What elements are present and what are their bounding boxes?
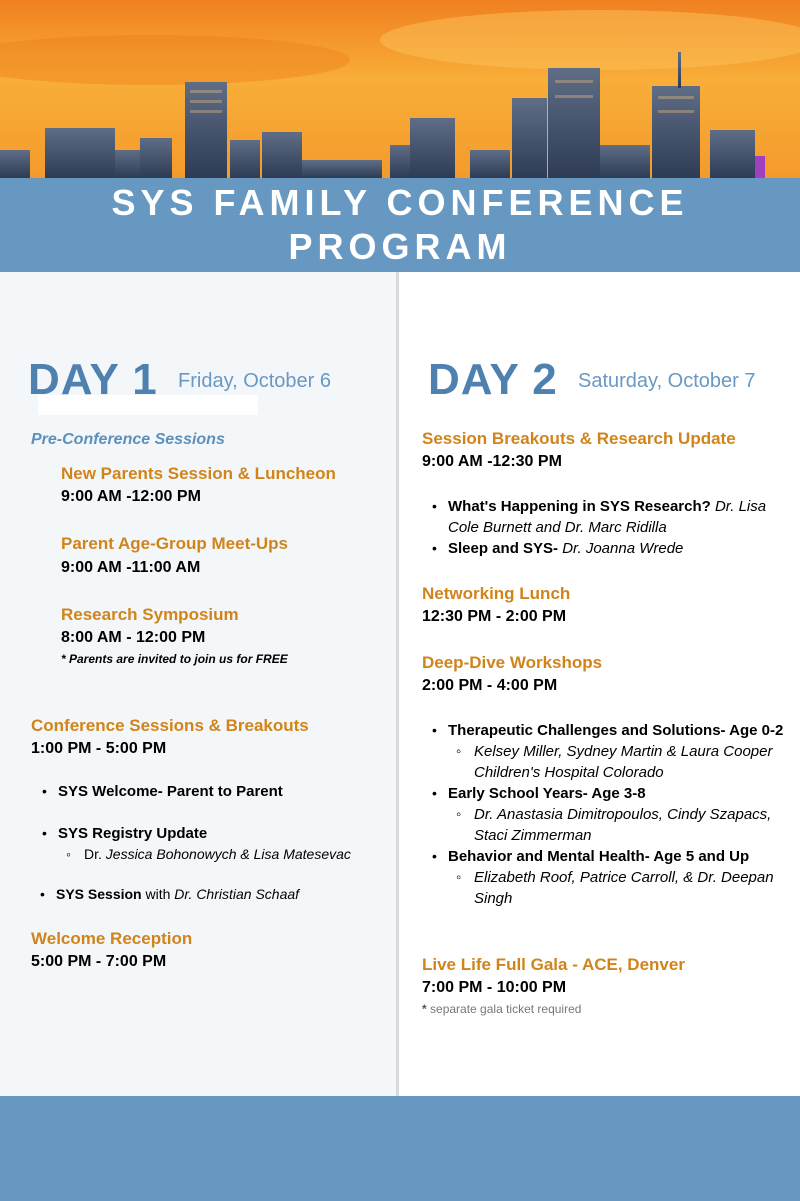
conference-list: [32, 781, 392, 802]
session-name: Parent Age-Group Meet-Ups: [61, 534, 289, 553]
session-note: * Parents are invited to join us for FREE: [61, 652, 288, 666]
skyline-header-image: [0, 0, 800, 178]
conference-heading: Conference Sessions & Breakouts: [31, 716, 309, 735]
lunch-time: 12:30 PM - 2:00 PM: [422, 608, 567, 625]
conference-list: [32, 823, 392, 865]
day1-date: Friday, October 6: [178, 370, 332, 392]
session-name: New Parents Session & Luncheon: [61, 464, 336, 483]
lunch-heading: Networking Lunch: [422, 584, 571, 603]
session-time: 9:00 AM -11:00 AM: [61, 559, 201, 576]
list-item: • Sleep and SYS- Dr. Joanna Wrede: [422, 538, 792, 559]
speaker-item: ◦ Elizabeth Roof, Patrice Carroll, & Dr. Deepan Singh: [448, 867, 792, 909]
breakouts-time: 9:00 AM -12:30 PM: [422, 453, 562, 470]
title-banner: [0, 178, 800, 272]
footer-band: [0, 1096, 800, 1201]
day2-date: Saturday, October 7: [578, 370, 756, 392]
workshops-heading: Deep-Dive Workshops: [422, 653, 603, 672]
reception-heading: Welcome Reception: [31, 929, 193, 948]
day2-title: DAY 2: [428, 355, 558, 404]
breakouts-list: [422, 496, 792, 559]
reception-time: 5:00 PM - 7:00 PM: [31, 953, 167, 970]
list-item: • SYS Session with Dr. Christian Schaaf: [30, 884, 390, 905]
breakouts-heading: Session Breakouts & Research Update: [422, 429, 736, 448]
gala-heading: Live Life Full Gala - ACE, Denver: [422, 955, 685, 974]
session-time: 8:00 AM - 12:00 PM: [61, 629, 206, 646]
gala-time: 7:00 PM - 10:00 PM: [422, 979, 567, 996]
conference-list: [30, 884, 390, 905]
list-item: • SYS Registry Update ◦ Dr. Jessica Bohonowych & Lisa Matesevac: [32, 823, 392, 865]
page-title-line-2: PROGRAM: [288, 226, 512, 267]
list-item: • Therapeutic Challenges and Solutions- Age 0-2 ◦ Kelsey Miller, Sydney Martin & Laura Cooper Children's Hospital Colorado: [422, 720, 792, 783]
workshops-time: 2:00 PM - 4:00 PM: [422, 677, 558, 694]
conference-time: 1:00 PM - 5:00 PM: [31, 740, 167, 757]
pre-conference-heading: Pre-Conference Sessions: [31, 431, 225, 448]
list-item: • Behavior and Mental Health- Age 5 and Up ◦ Elizabeth Roof, Patrice Carroll, & Dr. Deepan Singh: [422, 846, 792, 909]
speaker-item: ◦ Dr. Anastasia Dimitropoulos, Cindy Szapacs, Staci Zimmerman: [448, 804, 792, 846]
gala-note: * separate gala ticket required: [422, 1002, 582, 1016]
speaker-item: ◦ Kelsey Miller, Sydney Martin & Laura Cooper Children's Hospital Colorado: [448, 741, 792, 783]
day1-title: DAY 1: [28, 355, 158, 404]
session-time: 9:00 AM -12:00 PM: [61, 488, 201, 505]
page-title-line-1: SYS FAMILY CONFERENCE: [111, 182, 689, 223]
session-name: Research Symposium: [61, 605, 239, 624]
speaker-item: ◦ Dr. Jessica Bohonowych & Lisa Matesevac: [58, 844, 392, 865]
list-item: • Early School Years- Age 3-8 ◦ Dr. Anastasia Dimitropoulos, Cindy Szapacs, Staci Zimmerman: [422, 783, 792, 846]
list-item: • What's Happening in SYS Research? Dr. Lisa Cole Burnett and Dr. Marc Ridilla: [422, 496, 792, 538]
workshops-list: [422, 720, 792, 909]
list-item: • SYS Welcome- Parent to Parent: [32, 781, 392, 802]
